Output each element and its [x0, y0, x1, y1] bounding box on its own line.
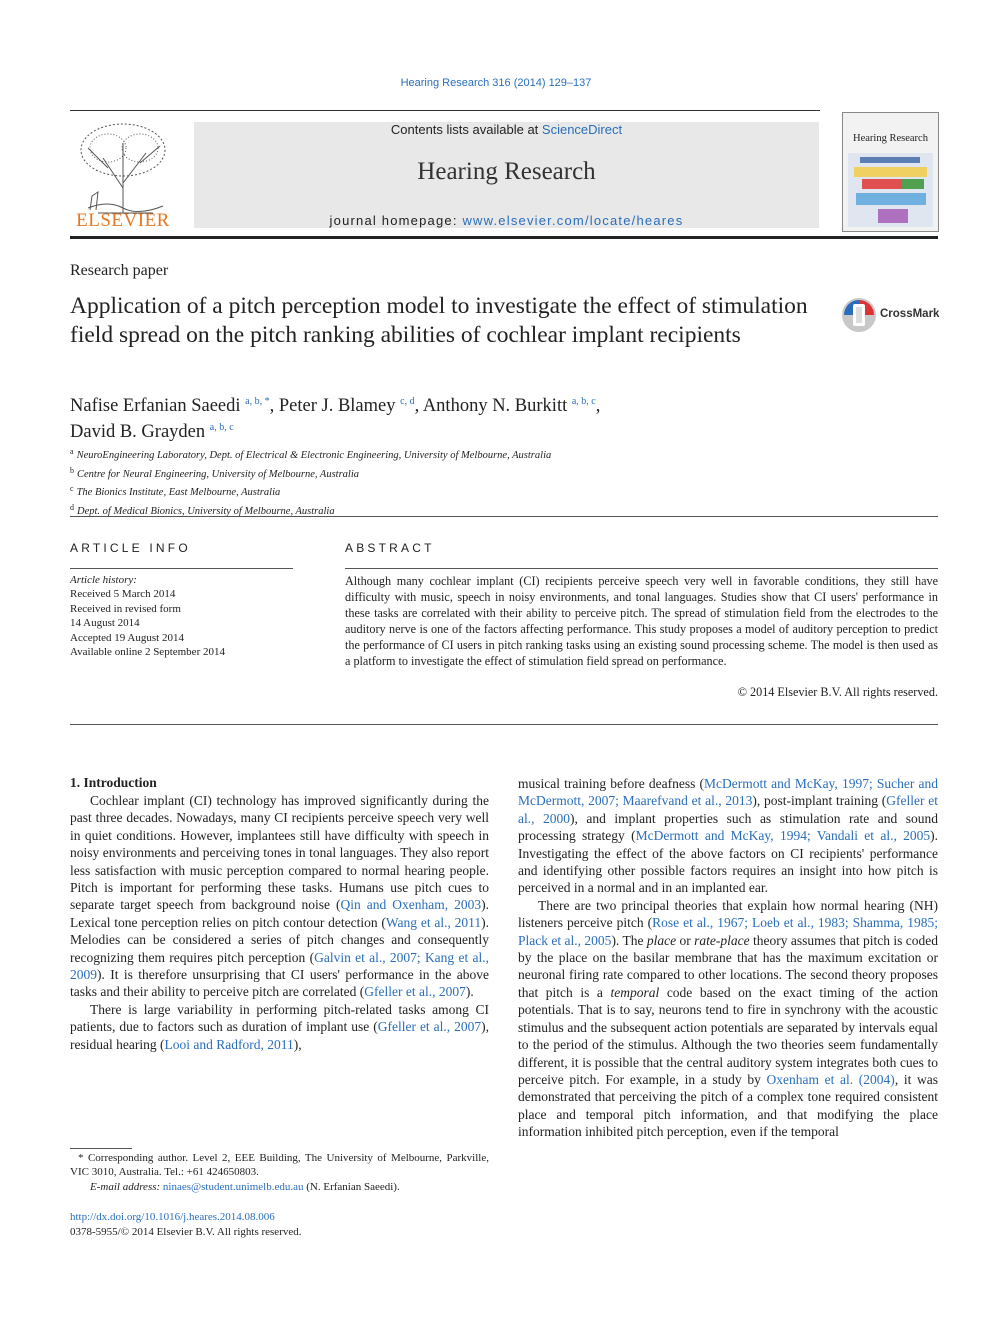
doi-link[interactable]: http://dx.doi.org/10.1016/j.heares.2014.08.006 — [70, 1211, 275, 1223]
divider — [70, 724, 938, 725]
header-rule — [70, 110, 820, 111]
affiliation: $^d$ Dept. of Medical Bionics, University of Melbourne, Australia — [70, 502, 335, 517]
issn-line: 0378-5955/© 2014 Elsevier B.V. All rights reserved. — [70, 1226, 302, 1238]
sciencedirect-link[interactable]: ScienceDirect — [541, 122, 623, 137]
body-column-right — [518, 775, 938, 1141]
citation-link[interactable]: Galvin et al., 2007; Kang et al., 2009 — [70, 949, 489, 983]
elsevier-tree-icon — [68, 118, 178, 218]
citation-link[interactable]: Gfeller et al., 2007 — [377, 1019, 482, 1035]
journal-homepage: journal homepage: www.elsevier.com/locate/heares — [329, 213, 684, 228]
body-column-left — [70, 792, 489, 1053]
abstract-copyright: © 2014 Elsevier B.V. All rights reserved. — [737, 685, 938, 699]
cover-figure-icon — [848, 153, 933, 227]
cover-title: Hearing Research — [853, 133, 928, 144]
citation-link[interactable]: Looi and Radford, 2011 — [164, 1036, 294, 1052]
footnote-rule — [70, 1148, 132, 1149]
citation-link[interactable]: Oxenham et al. (2004) — [766, 1071, 895, 1087]
affiliation: $^a$ NeuroEngineering Laboratory, Dept. of Electrical & Electronic Engineering, University of Melbourne, Australia — [70, 447, 552, 461]
journal-citation[interactable]: Hearing Research 316 (2014) 129–137 — [400, 77, 592, 89]
affiliation: $^c$ The Bionics Institute, East Melbourne, Australia — [70, 484, 281, 498]
paragraph: musical training before deafness (McDermott and McKay, 1997; Sucher and McDermott, 2007; Maarefvand et al., 2013), post-implant training (Gfeller et al., 2000), and implant properties such as stimulation rate and sound processing strategy (McDermott and McKay, 1994; Vandali et al., 2005). Investigating the effect of the above factors on CI recipients' performance and identifying other possible factors requires an insight into how pitch is perceived in a normal and in an implanted ear. — [518, 776, 938, 896]
journal-cover[interactable] — [842, 112, 939, 232]
divider — [70, 516, 938, 517]
crossmark-badge[interactable] — [840, 296, 940, 334]
history-item: Received 5 March 2014 — [70, 588, 176, 601]
history-item: Accepted 19 August 2014 — [70, 631, 184, 644]
citation-link[interactable]: McDermott and McKay, 1997; Sucher and McDermott, 2007; Maarefvand et al., 2013 — [518, 776, 938, 809]
footnote: * Corresponding author. Level 2, EEE Building, The University of Melbourne, Parkville, VIC 3010, Australia. Tel.: +61 424650803. E-mail address: ninaes@student.unimelb.edu.au (N. Erfanian Saeedi). — [70, 1152, 489, 1193]
journal-banner — [194, 122, 819, 228]
elsevier-logo[interactable] — [68, 118, 178, 236]
journal-title: Hearing Research — [417, 158, 596, 185]
header-thick-rule — [70, 236, 938, 239]
history-item: 14 August 2014 — [70, 617, 140, 630]
citation-link[interactable]: Wang et al., 2011 — [385, 914, 482, 930]
paper-type: Research paper — [70, 262, 169, 279]
citation-link[interactable]: Rose et al., 1967; Loeb et al., 1983; Shamma, 1985; Plack et al., 2005 — [518, 915, 938, 948]
citation-link[interactable]: Gfeller et al., 2000 — [518, 793, 938, 826]
article-history: Article history: Received 5 March 2014 Received in revised form 14 August 2014 Accepted 19 August 2014 Available online 2 September 2014 — [70, 573, 310, 659]
divider — [70, 568, 293, 569]
author[interactable]: Peter J. Blamey $^{c, d}$ — [278, 396, 415, 416]
citation-link[interactable]: Qin and Oxenham, 2003 — [340, 897, 482, 913]
paragraph: There is large variability in performing pitch-related tasks among CI patients, due to factors such as duration of implant use (Gfeller et al., 2007), residual hearing (Looi and Radford, 2011), — [70, 1001, 489, 1052]
crossmark-label: CrossMark — [880, 308, 940, 320]
article-info-heading: ARTICLE INFO — [70, 541, 191, 555]
author-list: Nafise Erfanian Saeedi $^{a, b, *}$, Peter J. Blamey $^{c, d}$, Anthony N. Burkitt $^{a, b, c}$, David B. Grayden $^{a, b, c}$ — [70, 396, 601, 442]
contents-line: Contents lists available at ScienceDirect — [390, 122, 623, 137]
author[interactable]: Anthony N. Burkitt $^{a, b, c}$ — [422, 396, 596, 416]
citation-link[interactable]: Gfeller et al., 2007 — [364, 984, 466, 1000]
crossmark-icon — [840, 296, 878, 334]
article-title: Application of a pitch perception model to investigate the effect of stimulation field spread on the pitch ranking abilities of cochlear implant recipients — [70, 293, 808, 348]
elsevier-wordmark: ELSEVIER — [76, 210, 170, 231]
history-item: Available online 2 September 2014 — [70, 646, 225, 659]
author[interactable]: Nafise Erfanian Saeedi $^{a, b, *}$ — [70, 396, 270, 416]
affiliations — [70, 445, 930, 519]
paragraph: There are two principal theories that explain how normal hearing (NH) listeners perceive pitch (Rose et al., 1967; Loeb et al., 1983; Shamma, 1985; Plack et al., 2005). The place or rate-place theory assumes that pitch is coded by the place on the basilar membrane that has the maximum excitation or neuronal firing rate compared to other locations. The second theory proposes that pitch is a temporal code based on the exact timing of the action potentials. That is to say, neurons tend to fire in synchrony with the acoustic stimulus and the subsequent action potentials are separated by intervals equal to the period of the stimulus. Although the two theories seem fundamentally different, it is possible that the central auditory system integrates both cues to perceive pitch. For example, in a study by Oxenham et al. (2004), it was demonstrated that perceiving the pitch of a complex tone required consistent place and temporal pitch information, and that modifying the place information inhibited pitch perception, even if the temporal — [518, 897, 939, 1140]
email-link[interactable]: ninaes@student.unimelb.edu.au — [162, 1180, 304, 1193]
citation-link[interactable]: McDermott and McKay, 1994; Vandali et al., 2005 — [635, 828, 931, 844]
affiliation: $^b$ Centre for Neural Engineering, University of Melbourne, Australia — [70, 465, 360, 480]
corresponding-author-note: * Corresponding author. Level 2, EEE Building, The University of Melbourne, Parkville, VIC 3010, Australia. Tel.: +61 424650803. — [70, 1152, 489, 1179]
paragraph: Cochlear implant (CI) technology has improved significantly during the past three decades. Nowadays, many CI recipients perceive speech very well in quiet conditions. However, implantees still have difficulty with speech in noisy environments and perceiving tones in tonal languages. They also report less satisfaction with music perception compared to normal hearing people. Pitch is important for performing these tasks. Humans use pitch cues to separate target speech from background noise (Qin and Oxenham, 2003). Lexical tone perception relies on pitch contour detection (Wang et al., 2011). Melodies can be considered a series of pitch changes and consequently recognizing them requires pitch perception (Galvin et al., 2007; Kang et al., 2009). It is therefore unsurprising that CI users' performance in the above tasks and their ability to perceive pitch are correlated (Gfeller et al., 2007). — [70, 793, 489, 1000]
author[interactable]: David B. Grayden $^{a, b, c}$ — [70, 422, 234, 442]
homepage-link[interactable]: www.elsevier.com/locate/heares — [462, 213, 684, 228]
abstract-text: Although many cochlear implant (CI) recipients perceive speech very well in favorable conditions, they still have difficulty with music, speech in noisy environments, and tonal languages. Studies show that CI users' performance in these tasks are correlated with their ability to perceive pitch. The spread of stimulation field from the electrodes to the auditory nerve is one of the factors affecting performance. This study proposes a model of auditory perception to predict the performance of CI users in pitch ranking tasks using an existing sound processing scheme. The model is then used as a platform to investigate the effect of stimulation field spread on performance. — [345, 574, 938, 669]
abstract-heading: ABSTRACT — [345, 541, 435, 555]
history-item: Received in revised form — [70, 602, 181, 615]
divider — [345, 568, 938, 569]
section-heading: 1. Introduction — [70, 775, 157, 790]
